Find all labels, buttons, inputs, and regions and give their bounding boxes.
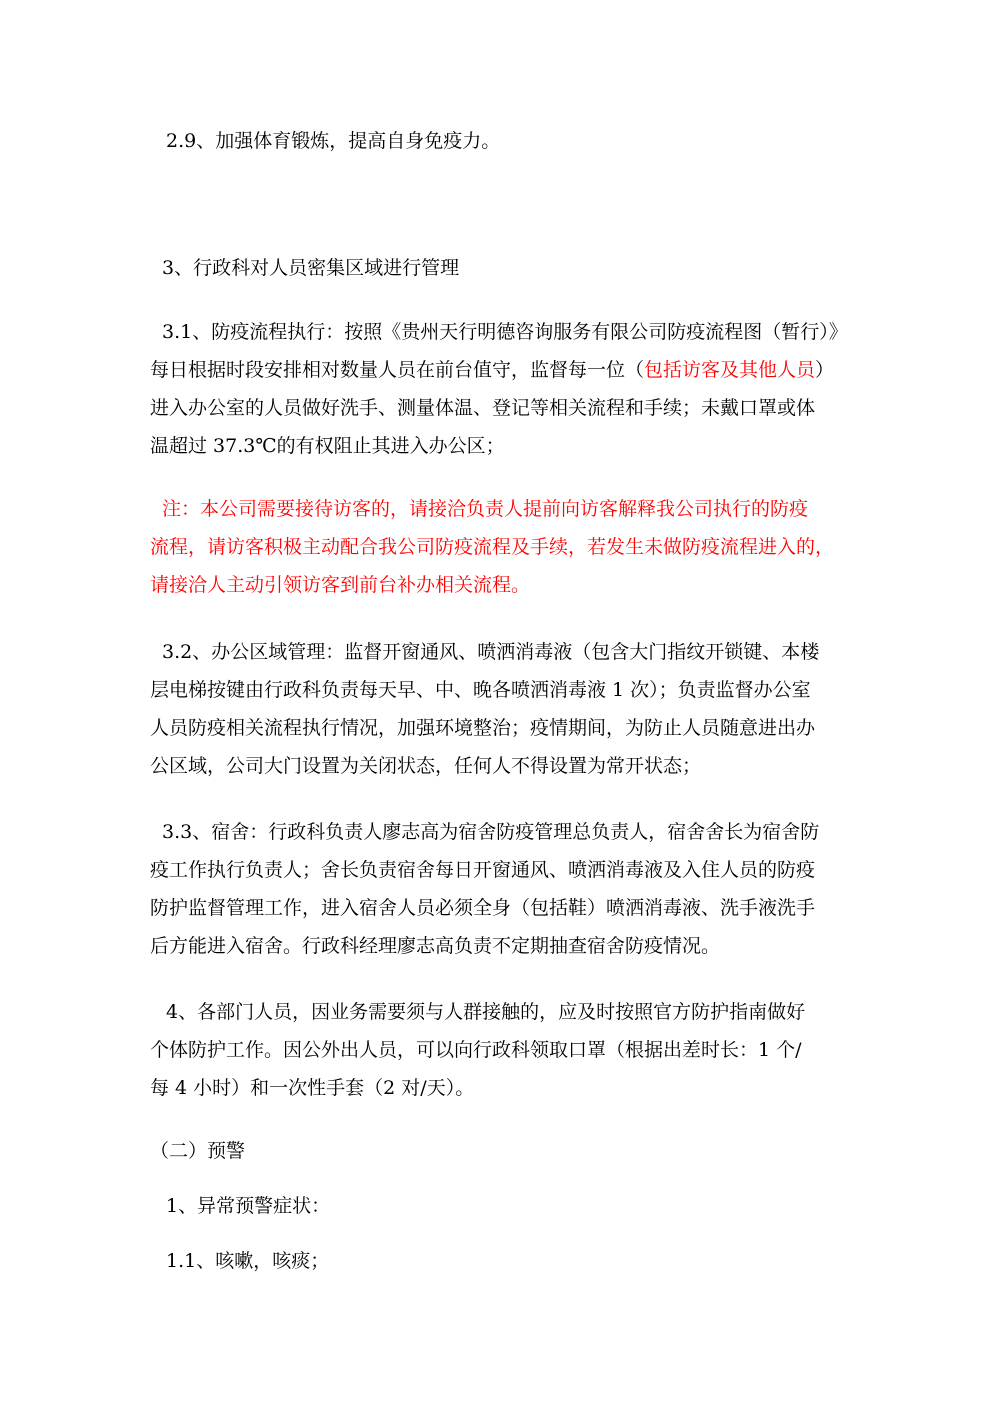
text-line: 人员防疫相关流程执行情况，加强环境整治；疫情期间，为防止人员随意进出办: [150, 717, 816, 739]
section-heading-2: [150, 1132, 850, 1170]
text-line: 层电梯按键由行政科负责每天早、中、晚各喷洒消毒液 1 次）；负责监督办公室: [150, 679, 811, 701]
note-paragraph: [150, 490, 850, 604]
text-line: 流程，请访客积极主动配合我公司防疫流程及手续，若发生未做防疫流程进入的，: [150, 536, 835, 558]
text-line: 1、异常预警症状：: [166, 1195, 331, 1217]
paragraph-4: [150, 993, 850, 1107]
highlight-text: 包括访客及其他人员: [644, 359, 816, 381]
text-line: 3.1、防疫流程执行：按照《贵州天行明德咨询服务有限公司防疫流程图（暂行）》: [162, 321, 848, 343]
text-line: 温超过 37.3℃的有权阻止其进入办公区；: [150, 435, 505, 457]
text-line: 个体防护工作。因公外出人员，可以向行政科领取口罩（根据出差时长：1 个/: [150, 1039, 802, 1061]
text-segment: ）: [815, 359, 835, 381]
paragraph-1: [150, 1187, 850, 1225]
text-line: 2.9、加强体育锻炼，提高自身免疫力。: [166, 130, 501, 152]
text-line: 4、各部门人员，因业务需要须与人群接触的，应及时按照官方防护指南做好: [166, 1001, 806, 1023]
text-line: 1.1、咳嗽，咳痰；: [166, 1250, 330, 1272]
text-line: 后方能进入宿舍。行政科经理廖志高负责不定期抽查宿舍防疫情况。: [150, 935, 721, 957]
text-line: （二）预警: [150, 1140, 246, 1162]
text-line: 注：本公司需要接待访客的，请接洽负责人提前向访客解释我公司执行的防疫: [162, 498, 809, 520]
text-line: 3.2、办公区域管理：监督开窗通风、喷洒消毒液（包含大门指纹开锁键、本楼: [162, 641, 820, 663]
heading-3: [150, 249, 850, 287]
text-line: 进入办公室的人员做好洗手、测量体温、登记等相关流程和手续；未戴口罩或体: [150, 397, 816, 419]
text-line: 防护监督管理工作，进入宿舍人员必须全身（包括鞋）喷洒消毒液、洗手液洗手: [150, 897, 816, 919]
text-line: 3.3、宿舍：行政科负责人廖志高为宿舍防疫管理总负责人，宿舍舍长为宿舍防: [162, 821, 820, 843]
text-line: 每 4 小时）和一次性手套（2 对/天）。: [150, 1077, 475, 1099]
paragraph-1-1: [150, 1242, 850, 1280]
paragraph-3-2: [150, 633, 850, 785]
paragraph-2-9: [150, 122, 850, 160]
text-line: 疫工作执行负责人；舍长负责宿舍每日开窗通风、喷洒消毒液及入住人员的防疫: [150, 859, 816, 881]
text-line: 公区域，公司大门设置为关闭状态，任何人不得设置为常开状态；: [150, 755, 702, 777]
text-segment: 每日根据时段安排相对数量人员在前台值守，监督每一位（: [150, 359, 645, 381]
text-line: [150, 351, 850, 389]
text-line: 请接洽人主动引领访客到前台补办相关流程。: [150, 574, 531, 596]
text-line: 3、行政科对人员密集区域进行管理: [162, 257, 460, 279]
paragraph-3-3: [150, 813, 850, 965]
paragraph-3-1: [150, 313, 850, 465]
